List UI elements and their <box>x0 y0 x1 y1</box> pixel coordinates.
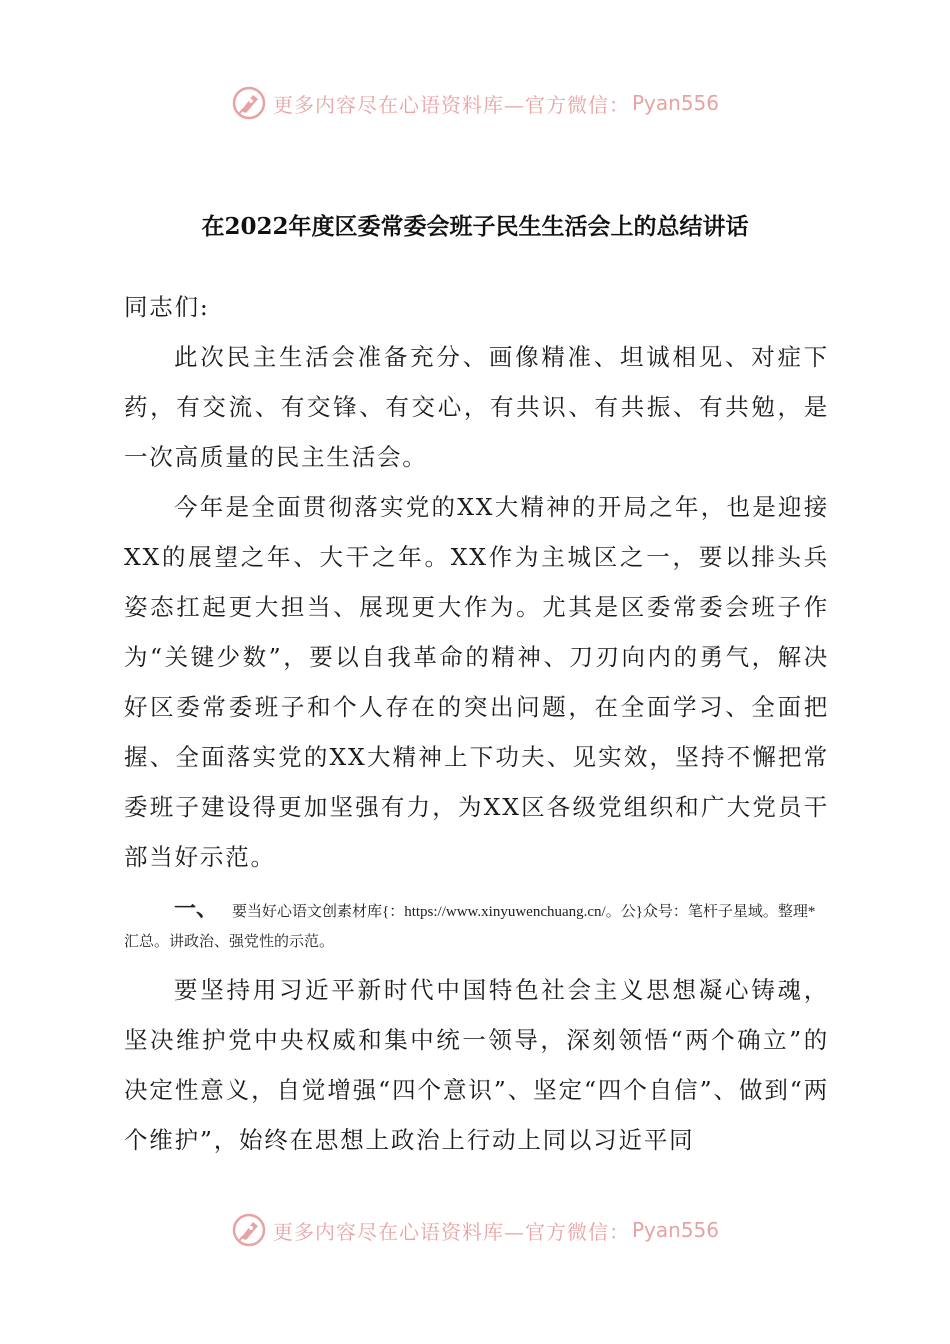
pen-nib-logo-icon <box>231 1212 267 1248</box>
header-watermark <box>0 83 950 123</box>
watermark-handle: Pyan556 <box>631 91 719 115</box>
footer-watermark <box>0 1210 950 1250</box>
salutation: 同志们: <box>124 293 210 321</box>
paragraph-2: 今年是全面贯彻落实党的XX大精神的开局之年，也是迎接XX的展望之年、大干之年。XX作为主城区之一，要以排头兵姿态扛起更大担当、展现更大作为。尤其是区委常委会班子作为“关键少数”，要以自我革命的精神、刀刃向内的勇气，解决好区委常委班子和个人存在的突出问题，在全面学习、全面把握、全面落实党的XX大精神上下功夫、见实效，坚持不懈把常委班子建设得更加坚强有力，为XX区各级党组织和广大党员干部当好示范。 <box>124 493 829 871</box>
section-heading-1 <box>124 894 829 957</box>
section-heading-text: 要当好心语文创素材库{：https://www.xinyuwenchuang.cn/。公}众号：笔杆子星域。整理*汇总。讲政治、强党性的示范。 <box>124 904 816 950</box>
paragraph-1: 此次民主生活会准备充分、画像精准、坦诚相见、对症下药，有交流、有交锋、有交心，有共识、有共振、有共勉，是一次高质量的民主生活会。 <box>124 343 829 471</box>
pen-nib-logo-icon <box>231 85 267 121</box>
section-number: 一、 <box>174 896 219 921</box>
watermark-text: 更多内容尽在心语资料库—官方微信： <box>272 92 630 117</box>
watermark-handle: Pyan556 <box>631 1218 719 1242</box>
document-body <box>124 282 829 1165</box>
paragraph-3: 要坚持用习近平新时代中国特色社会主义思想凝心铸魂，坚决维护党中央权威和集中统一领导，深刻领悟“两个确立”的决定性意义，自觉增强“四个意识”、坚定“四个自信”、做到“两个维护”，始终在思想上政治上行动上同以习近平同 <box>124 976 829 1154</box>
document-title: 在2022年度区委常委会班子民生生活会上的总结讲话 <box>201 213 749 240</box>
watermark-text: 更多内容尽在心语资料库—官方微信： <box>272 1219 630 1244</box>
